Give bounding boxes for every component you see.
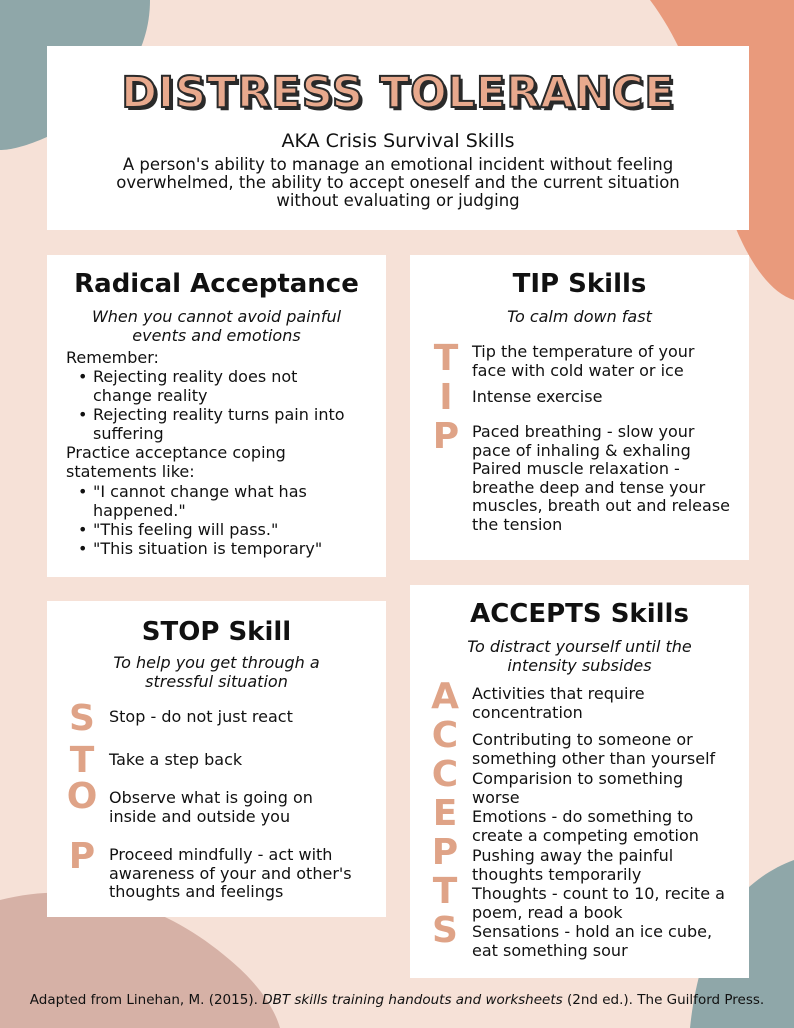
tip-letter-i: I [439,377,453,418]
radical-quote-2: • "This feeling will pass." [93,521,363,540]
accepts-letter-c1: C [431,715,459,756]
citation-footer [0,992,794,1008]
stop-letter-p: P [68,836,96,877]
stop-item-4: Proceed mindfully - act with awareness of your and other's thoughts and feelings [109,845,352,901]
accepts-item-1: Activities that require concentration [472,684,645,722]
accepts-letter-t: T [432,871,458,912]
tip-heading: TIP Skills [512,269,647,299]
stop-item-2: Take a step back [109,750,243,769]
citation-suffix: (2nd ed.). The Guilford Press. [562,992,765,1008]
citation-book-title: DBT skills training handouts and worksheets [262,992,563,1008]
accepts-item-6: Thoughts - count to 10, recite a poem, read a book [472,884,725,922]
citation-prefix: Adapted from Linehan, M. (2015). [29,992,263,1008]
accepts-card [410,585,749,978]
accepts-item-5: Pushing away the painful thoughts temporarily [472,846,674,884]
accepts-letter-e: E [432,793,458,834]
tip-subheading: To calm down fast [507,307,652,326]
stop-letter-s: S [69,698,95,739]
tip-item-4: Paired muscle relaxation - breathe deep and tense your muscles, breath out and release the tension [472,459,731,534]
stop-item-3: Observe what is going on inside and outside you [109,788,313,826]
tip-letter-p: P [432,416,460,457]
tip-item-2: Intense exercise [472,387,603,406]
stop-subheading: To help you get through a stressful situation [113,653,320,691]
stop-heading: STOP Skill [141,617,292,647]
accepts-letter-s: S [432,910,458,951]
tip-card [410,255,749,560]
radical-heading: Radical Acceptance [74,269,359,299]
radical-quote-3: • "This situation is temporary" [93,540,373,559]
tip-item-3: Paced breathing - slow your pace of inhaling & exhaling [472,422,695,460]
accepts-item-7: Sensations - hold an ice cube, eat something sour [472,922,713,960]
accepts-heading: ACCEPTS Skills [470,599,689,629]
accepts-item-2: Contributing to someone or something other than yourself [472,730,716,768]
page-description: A person's ability to manage an emotional incident without feeling overwhelmed, the ability to accept oneself and the current situation without evaluating or judging [116,155,680,210]
remember-label: Remember: [66,348,159,367]
accepts-letter-p: P [431,832,459,873]
header-card [47,46,749,230]
page-subtitle: AKA Crisis Survival Skills [281,130,515,152]
practice-label: Practice acceptance coping statements like: [66,443,286,481]
page-title: DISTRESS TOLERANCE [121,68,675,118]
stop-item-1: Stop - do not just react [109,707,293,726]
tip-letter-t: T [433,338,459,379]
stop-card [47,601,386,917]
radical-acceptance-card [47,255,386,577]
radical-quote-1: • "I cannot change what has happened." [93,483,333,520]
accepts-subheading: To distract yourself until the intensity subsides [467,637,692,675]
accepts-item-3: Comparision to something worse [472,769,684,807]
tip-item-1: Tip the temperature of your face with cold water or ice [472,342,695,380]
stop-letter-t: T [69,740,95,781]
accepts-letter-a: A [431,676,459,717]
radical-bullet-2: • Rejecting reality turns pain into suffering [93,406,363,443]
radical-subheading: When you cannot avoid painful events and emotions [91,307,342,345]
accepts-letter-c2: C [431,754,459,795]
radical-bullet-1: • Rejecting reality does not change reality [93,368,333,405]
stop-letter-o: O [66,776,98,817]
accepts-item-4: Emotions - do something to create a competing emotion [472,807,699,845]
